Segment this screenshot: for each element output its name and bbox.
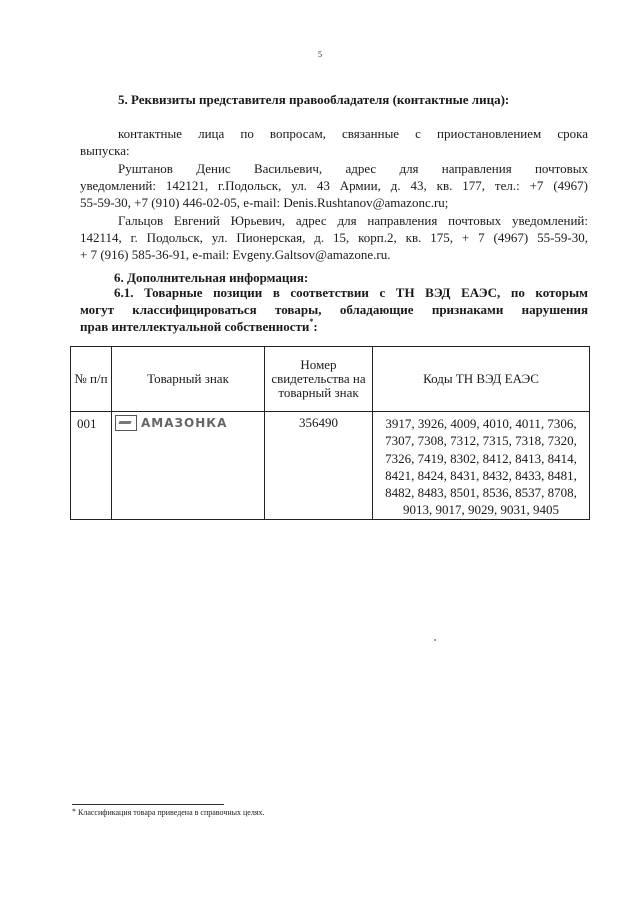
section-6-1-colon: : (313, 319, 318, 335)
contact-1-line-2: уведомлений: 142121, г.Подольск, ул. 43 Армии, д. 43, кв. 177, тел.: +7 (4967) (80, 178, 588, 194)
footnote-marker: * (72, 807, 76, 816)
footnote (72, 808, 265, 817)
table-row (71, 412, 590, 520)
contact-intro-line-1: контактные лица по вопросам, связанные с приостановлением срока (118, 126, 588, 141)
section-5-title: 5. Реквизиты представителя правообладателя (контактные лица): (118, 92, 510, 107)
contact-1-line-3: 55-59-30, +7 (910) 446-02-05, e-mail: Denis.Rushtanov@amazonc.ru; (80, 195, 449, 211)
section-6-1-line-3 (80, 318, 588, 335)
section-6-title: 6. Дополнительная информация: (114, 270, 309, 285)
contact-intro-line-2: выпуска: (80, 143, 130, 159)
row-number: 001 (71, 412, 112, 520)
contact-2-line-1: Гальцов Евгений Юрьевич, адрес для направления почтовых уведомлений: (118, 213, 588, 228)
section-6-1-line-2: могут классифицироваться товары, обладающие признаками нарушения (80, 302, 588, 318)
footnote-text: Классификация товара приведена в справочных целях. (78, 808, 265, 817)
contact-galtsov (80, 212, 588, 264)
contact-rushtanov (80, 160, 588, 212)
contact-2-line-2: 142114, г. Подольск, ул. Пионерская, д. 15, корп.2, кв. 175, + 7 (4967) 55-59-30, (80, 230, 588, 246)
row-trademark (112, 412, 265, 520)
footnote-ref-marker: * (309, 317, 314, 327)
section-6-1-line-1: 6.1. Товарные позиции в соответствии с ТН ВЭД ЕАЭС, по которым (114, 285, 588, 300)
header-number: № п/п (71, 347, 112, 412)
row-codes: 3917, 3926, 4009, 4010, 4011, 7306, 7307, 7308, 7312, 7315, 7318, 7320, 7326, 7419, 8302, 8412, 8413, 8414, 8421, 8424, 8431, 8432, 8433, 8481, 8482, 8483, 8501, 8536, 8537, 8708, 9013, 9017, 9029, 9031, 9405 (373, 412, 590, 520)
table-header-row (71, 347, 590, 412)
footnote-divider (72, 804, 224, 805)
header-trademark: Товарный знак (112, 347, 265, 412)
contact-intro (80, 125, 588, 159)
header-certificate: Номер свидетельства на товарный знак (265, 347, 373, 412)
scan-speck (434, 639, 436, 641)
trademark-logo (115, 415, 264, 431)
trademark-logo-icon (115, 415, 137, 431)
contact-2-line-3: + 7 (916) 585-36-91, e-mail: Evgeny.Galtsov@amazone.ru. (80, 247, 391, 263)
row-certificate: 356490 (265, 412, 373, 520)
section-6-1-heading (80, 284, 588, 336)
section-6-1-line-3-text: прав интеллектуальной собственности (80, 319, 310, 335)
page-number: 5 (318, 50, 322, 59)
contact-1-line-1: Руштанов Денис Васильевич, адрес для направления почтовых (118, 161, 588, 176)
trademark-table (70, 346, 590, 520)
trademark-logo-text: АМАЗОНКА (141, 416, 228, 430)
header-codes: Коды ТН ВЭД ЕАЭС (373, 347, 590, 412)
